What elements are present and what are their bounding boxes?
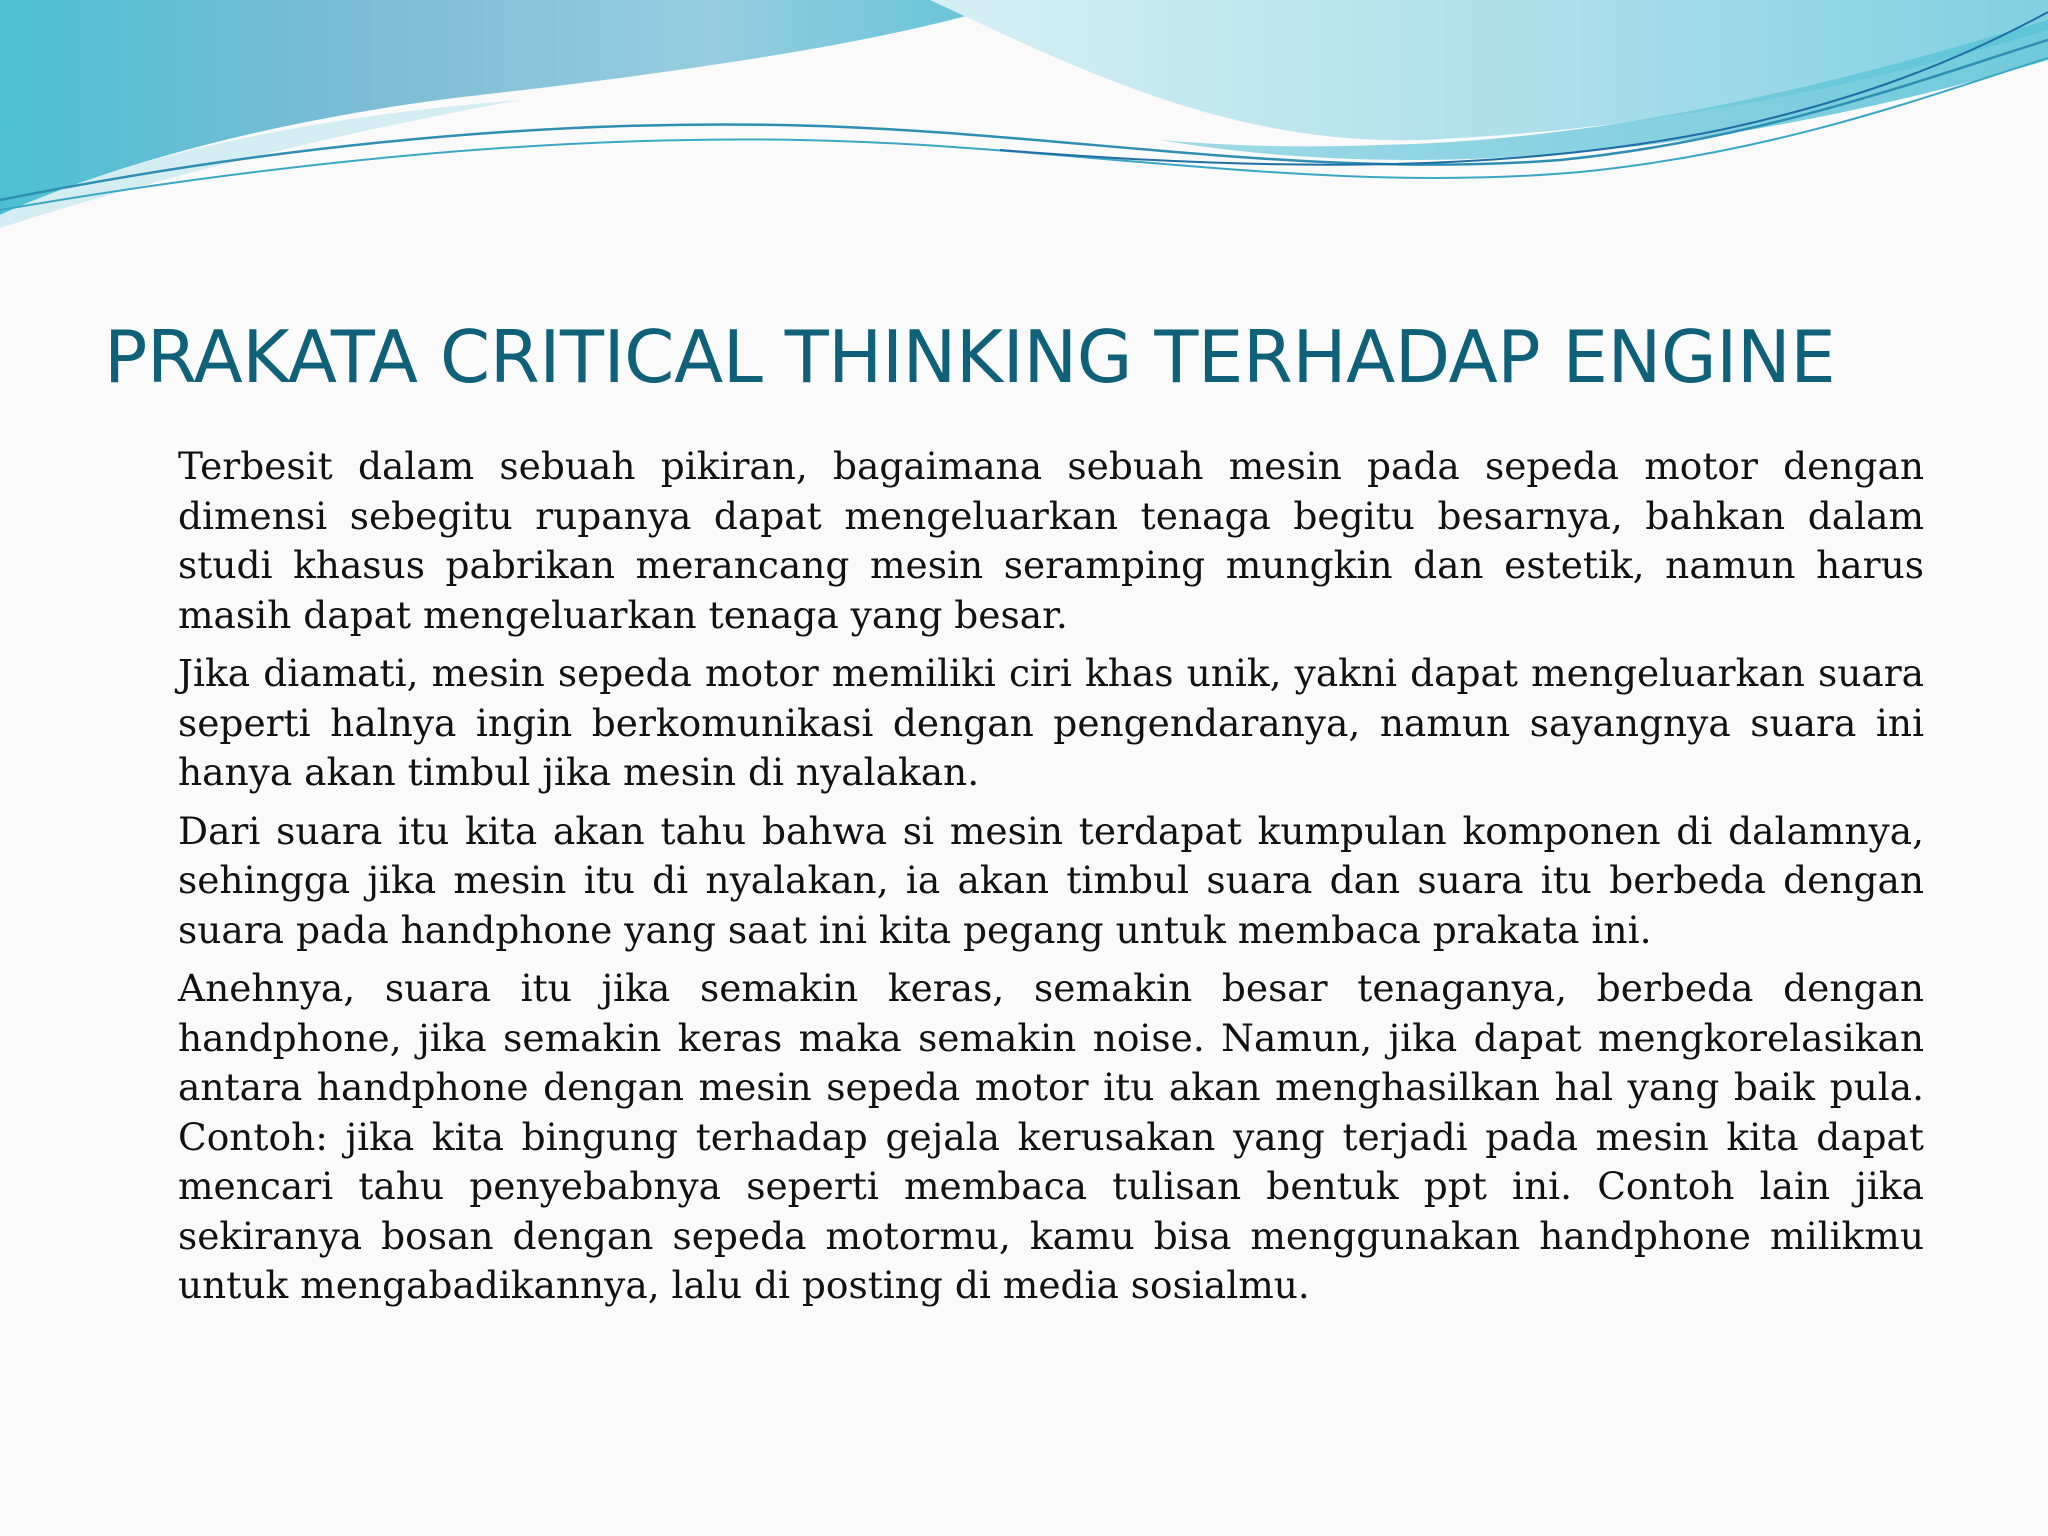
slide-title: PRAKATA CRITICAL THINKING TERHADAP ENGINE <box>104 315 1836 399</box>
paragraph-observation: Jika diamati, mesin sepeda motor memiliki ciri khas unik, yakni dapat mengeluarkan suara seperti halnya ingin berkomunikasi dengan pengendaranya, namun sayangnya suara ini hanya akan timbul jika mesin di nyalakan. <box>178 651 1924 794</box>
paragraph-components: Dari suara itu kita akan tahu bahwa si mesin terdapat kumpulan komponen di dalamnya, sehingga jika mesin itu di nyalakan, ia akan timbul suara dan suara itu berbeda dengan suara pada handphone yang saat ini kita pegang untuk membaca prakata ini. <box>178 808 1924 952</box>
paragraph-intro: Terbesit dalam sebuah pikiran, bagaimana sebuah mesin pada sepeda motor dengan dimensi sebegitu rupanya dapat mengeluarkan tenaga begitu besarnya, bahkan dalam studi khasus pabrikan merancang mesin seramping mungkin dan estetik, namun harus masih dapat mengeluarkan tenaga yang besar. <box>178 444 1924 637</box>
header-wave-decoration <box>0 0 2048 240</box>
slide-body <box>178 442 1924 1320</box>
paragraph-correlation: Anehnya, suara itu jika semakin keras, semakin besar tenaganya, berbeda dengan handphone, jika semakin keras maka semakin noise. Namun, jika dapat mengkorelasikan antara handphone dengan mesin sepeda motor itu akan menghasilkan hal yang baik pula. Contoh: jika kita bingung terhadap gejala kerusakan yang terjadi pada mesin kita dapat mencari tahu penyebabnya seperti membaca tulisan bentuk ppt ini. Contoh lain jika sekiranya bosan dengan sepeda motormu, kamu bisa menggunakan handphone milikmu untuk mengabadikannya, lalu di posting di media sosialmu. <box>178 966 1924 1307</box>
